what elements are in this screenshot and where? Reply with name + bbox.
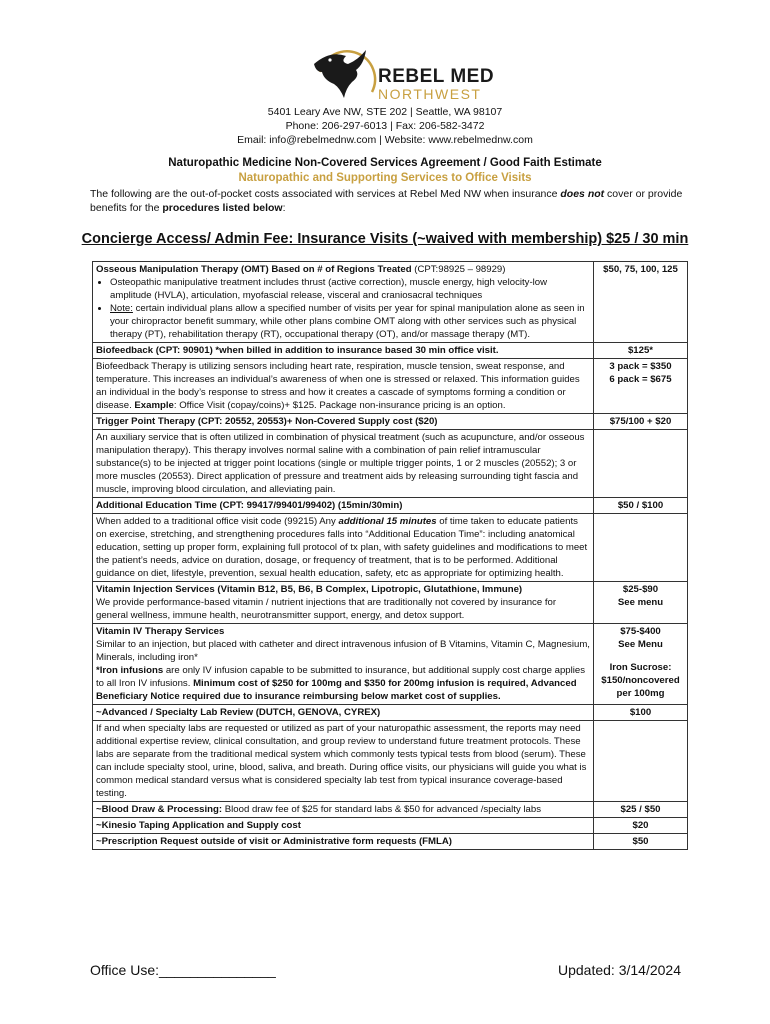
updated-date: Updated: 3/14/2024: [558, 962, 681, 978]
table-row: [93, 514, 688, 582]
document-title: Naturopathic Medicine Non-Covered Services Agreement / Good Faith Estimate: [168, 157, 602, 169]
list-item: [110, 302, 590, 341]
example-label: Example: [134, 400, 174, 411]
intro-text: cover or provide benefits for the: [90, 188, 683, 214]
service-price: [594, 582, 688, 624]
service-price: $20: [594, 818, 688, 834]
bullet-list: [96, 276, 590, 341]
note-text: certain individual plans allow a specified number of visits per year for spinal manipulation alone as seen in your chiropractor benefit summary, while other plans combine OMT along with other services such as physical therapy (PT), rehabilitation therapy (RT), occupational therapy (OT), and/or massage therapy (MT).: [110, 303, 585, 340]
service-text: of time taken to educate patients on exercise, stretching, and strengthening procedures falls into “Additional Education Time”: including anatomical education, setting up proper form, explaining full protocol of tx plan, with safety guidelines and modifications to meet the patient’s needs, advice on duration, dosage, or frequency of treatment, that is to be performed. Additional guidance on diet, lifestyle, prevention, sexual health education, safety, etc as appropriate for optimizing health.: [96, 516, 588, 579]
table-row: [93, 818, 688, 834]
document-subtitle: Naturopathic and Supporting Services to Office Visits: [238, 172, 532, 184]
logo-subname: NORTHWEST: [378, 86, 482, 102]
table-row: [93, 343, 688, 359]
service-text: are only IV infusion capable to be submitted to insurance, but additional supply cost charge applies to all Iron IV infusions.: [96, 665, 586, 689]
service-price: $100: [594, 705, 688, 721]
service-heading: Vitamin Injection Services (Vitamin B12, B5, B6, B Complex, Lipotropic, Glutathione, Immune): [96, 584, 523, 595]
service-heading: ~Blood Draw & Processing:: [96, 804, 223, 815]
price-iron-label: Iron Sucrose:: [609, 662, 672, 673]
table-row: [93, 430, 688, 498]
service-description: [93, 582, 594, 624]
service-heading: Trigger Point Therapy (CPT: 20552, 20553)+ Non-Covered Supply cost ($20): [93, 414, 594, 430]
price-range: $25-$90: [622, 584, 659, 595]
service-heading: ~Kinesio Taping Application and Supply cost: [93, 818, 594, 834]
phone-fax: Phone: 206-297-6013 | Fax: 206-582-3472: [285, 120, 485, 132]
service-description: [93, 514, 594, 582]
iron-infusion-text: [96, 664, 590, 703]
price-range: $75-$400: [620, 626, 661, 637]
table-row: [93, 834, 688, 850]
service-heading: ~Advanced / Specialty Lab Review (DUTCH, GENOVA, CYREX): [93, 705, 594, 721]
service-description: [93, 802, 594, 818]
service-heading: ~Prescription Request outside of visit or Administrative form requests (FMLA): [93, 834, 594, 850]
intro-bold: procedures listed below: [162, 202, 283, 214]
service-text: Blood draw fee of $25 for standard labs & $50 for advanced /specialty labs: [222, 804, 542, 815]
service-description: [93, 624, 594, 705]
office-use-field: Office Use:_______________: [90, 962, 276, 978]
service-price-empty: [594, 514, 688, 582]
service-price: [594, 624, 688, 705]
table-row: [93, 705, 688, 721]
price-note: See menu: [617, 597, 664, 608]
service-text: When added to a traditional office visit code (99215) Any: [96, 516, 339, 527]
list-item: • Osteopathic manipulative treatment includes thrust (active correction), muscle energy, high velocity-low amplitude (HVLA), articulation, myofascial release, visceral and craniosacral techniques: [110, 276, 590, 302]
service-heading: Additional Education Time (CPT: 99417/99401/99402) (15min/30min): [93, 498, 594, 514]
intro-emphasis: does not: [560, 188, 605, 200]
table-row: [93, 498, 688, 514]
service-heading: Osseous Manipulation Therapy (OMT) Based on # of Regions Treated: [96, 264, 412, 275]
email-website: Email: info@rebelmednw.com | Website: www.rebelmednw.com: [237, 134, 533, 146]
service-price-empty: [594, 430, 688, 498]
service-emphasis: additional 15 minutes: [338, 516, 437, 527]
table-row: [93, 624, 688, 705]
service-description: [93, 359, 594, 414]
service-price: $25 / $50: [594, 802, 688, 818]
note-label: Note:: [110, 303, 133, 314]
service-price: $50: [594, 834, 688, 850]
iron-bold-text: Minimum cost of $250 for 100mg and $350 for 200mg infusion is required, Advanced Beneficiary Notice required due to insurance reimbursing below market cost of supplies.: [96, 678, 577, 702]
service-description: An auxiliary service that is often utilized in combination of physical treatment (such as acupuncture, and/or osseous manipulation therapy). This therapy involves normal saline with a combination of pain relief intramuscular substance(s) to be injected at trigger point locations (single or multiple trigger points, 1 or 2 muscles (20552); 3 or more muscles (20553). Direct application of pressure and treatment aids by releasing surrounding tight fascia and muscle, improving blood circulation, and alleviating pain.: [93, 430, 594, 498]
table-row: [93, 414, 688, 430]
services-table: [92, 261, 688, 850]
service-heading: Biofeedback (CPT: 90901) *when billed in addition to insurance based 30 min office visit.: [93, 343, 594, 359]
address: 5401 Leary Ave NW, STE 202 | Seattle, WA 98107: [267, 106, 503, 118]
table-row: [93, 802, 688, 818]
service-text: We provide performance-based vitamin / nutrient injections that are traditionally not covered by insurance for general wellness, immune health, neurotransmitter support, energy, and detox support.: [96, 597, 557, 621]
service-text: Biofeedback Therapy is utilizing sensors including heart rate, respiration, muscle tension, sweat response, and temperature. This increases an individual’s awareness of when one is stressed or relaxed. This information guides an individual in the body’s response to stress and how it creates a cascade of symptoms forming a condition or disease.: [96, 361, 580, 411]
price-iron: $150/noncovered: [601, 675, 680, 686]
intro-text: :: [282, 202, 286, 214]
table-row: [93, 359, 688, 414]
price-note: See Menu: [618, 639, 663, 650]
table-row: [93, 262, 688, 343]
service-description: [93, 262, 594, 343]
iron-label: *Iron infusions: [96, 665, 164, 676]
service-price: [594, 359, 688, 414]
service-text: : Office Visit (copay/coins)+ $125. Package non-insurance pricing is an option.: [173, 400, 506, 411]
service-text: Similar to an injection, but placed with catheter and direct intravenous infusion of B Vitamins, Vitamin C, Magnesium, Minerals, including iron*: [96, 639, 590, 663]
table-row: [93, 721, 688, 802]
price-3-pack: 3 pack = $350: [609, 361, 672, 372]
intro-text: The following are the out-of-pocket costs associated with services at Rebel Med NW when insurance: [90, 188, 561, 200]
price-6-pack: 6 pack = $675: [609, 374, 672, 385]
concierge-fee-heading: Concierge Access/ Admin Fee: Insurance Visits (~waived with membership) $25 / 30 min: [81, 231, 689, 247]
service-heading: Vitamin IV Therapy Services: [96, 626, 225, 637]
logo-name: REBEL MED: [378, 66, 495, 87]
service-price: $50 / $100: [594, 498, 688, 514]
intro-paragraph: [90, 187, 690, 215]
table-row: [93, 582, 688, 624]
service-description: If and when specialty labs are requested or utilized as part of your naturopathic assessment, the reports may need additional expertise review, clinical consultation, and group review to understand future treatment protocols. These labs are separate from the traditional medical system which commonly tests typical tests from blood (serum). These can include specialty stool, urine, blood, saliva, and breath. During office visits, our physicians will guide you what is common medical standard versus what is considered specialty lab test from typical insurance coverage-based testing.: [93, 721, 594, 802]
service-price: $125*: [594, 343, 688, 359]
service-price: $75/100 + $20: [594, 414, 688, 430]
service-cpt: (CPT:98925 – 98929): [411, 264, 506, 275]
service-price: $50, 75, 100, 125: [594, 262, 688, 343]
price-iron-unit: per 100mg: [616, 688, 665, 699]
service-price-empty: [594, 721, 688, 802]
